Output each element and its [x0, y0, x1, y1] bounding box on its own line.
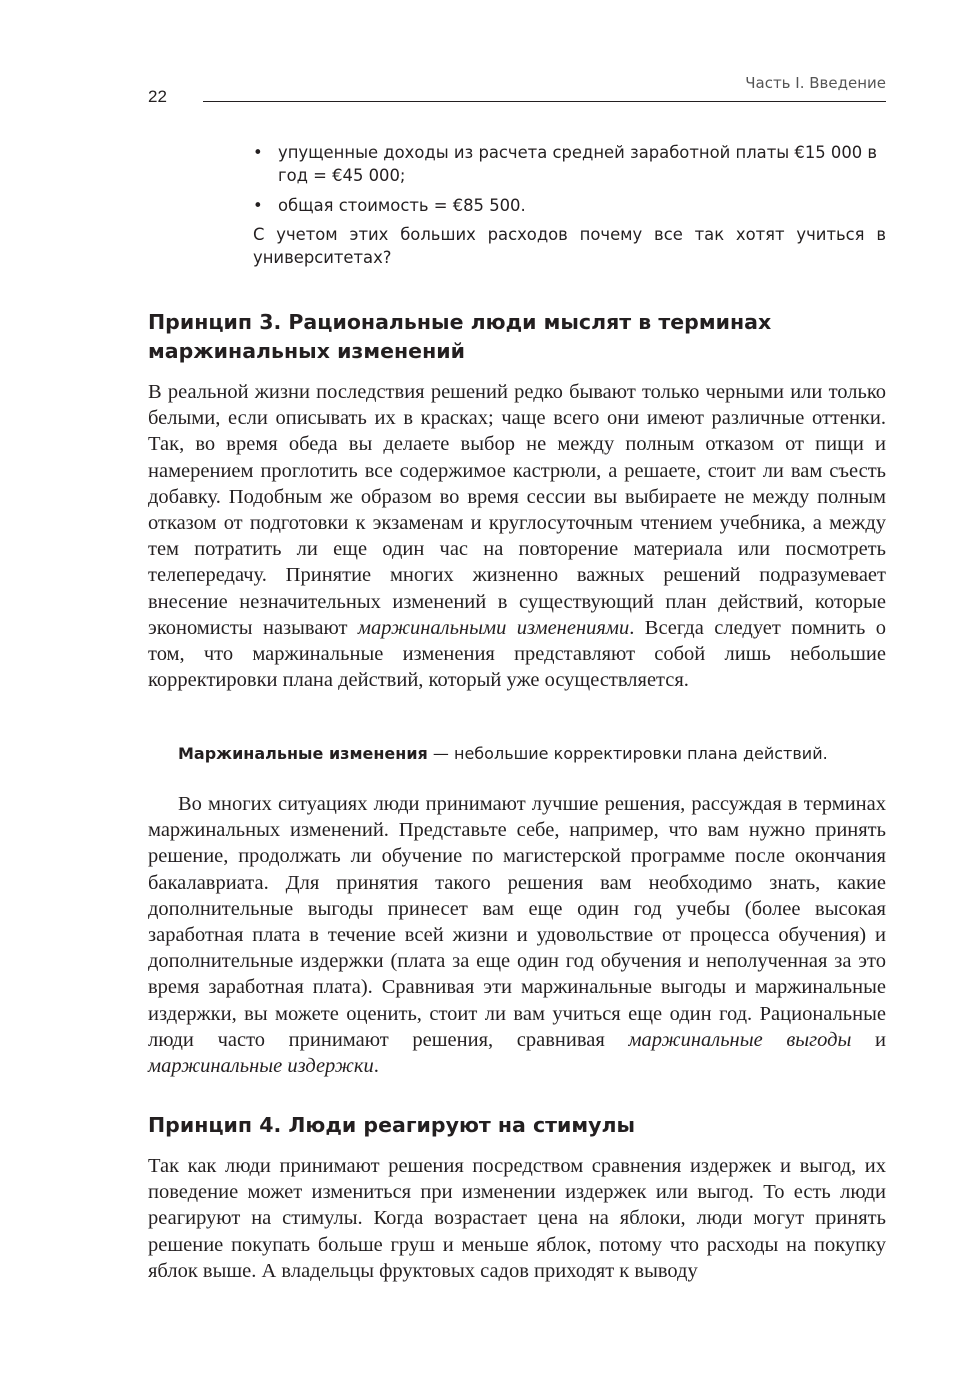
- italic-term: маржинальными изменениями: [357, 616, 630, 639]
- principle-3-heading: Принцип 3. Рациональные люди мыслят в терминах маржинальных изменений: [148, 310, 772, 363]
- principle-3-paragraph-1: [148, 379, 886, 693]
- definition-box: [178, 742, 886, 766]
- principle-3-paragraph-2: [148, 791, 886, 1079]
- paragraph-text: .: [373, 1055, 379, 1078]
- running-head: [148, 74, 886, 104]
- list-item: • общая стоимость = €85 500.: [253, 194, 886, 217]
- italic-term: маржинальные издержки: [148, 1055, 374, 1078]
- cost-bullet-list: [253, 141, 886, 224]
- section-title: Часть I. Введение: [745, 74, 886, 92]
- definition-text: — небольшие корректировки плана действий.: [427, 744, 828, 763]
- italic-term: маржинальные выгоды: [628, 1028, 852, 1051]
- paragraph-text: и: [851, 1028, 886, 1051]
- paragraph-text: . Всегда следует помнить о том, что маржинальные изменения представляют собой лишь небольшие корректировки плана действий, который уже осуществляется.: [148, 616, 887, 692]
- principle-4-paragraph-1: Так как люди принимают решения посредством сравнения издержек и выгод, их поведение может измениться при изменении издержек или выгод. То есть люди реагируют на стимулы. Когда возрастает цена на яблоки, люди могут принять решение покупать больше груш и меньше яблок, потому что расходы на покупку яблок выше. А владельцы фруктовых садов приходят к выводу: [148, 1155, 886, 1282]
- question-paragraph: С учетом этих больших расходов почему все так хотят учиться в университетах?: [253, 225, 886, 267]
- paragraph-text: В реальной жизни последствия решений редко бывают только черными или только белыми, если описывать их в красках; чаще всего они имеют различные оттенки. Так, во время обеда вы делаете выбор не между полным отказом от пищи и намерением проглотить все содержимое кастрюли, а решаете, стоит ли вам съесть добавку. Подобным же образом во время сессии вы выбираете не между полным отказом от подготовки к экзаменам и круглосуточным чтением учебника, а между тем потратить ли еще один час на повторение материала или посмотреть телепередачу. Принятие многих жизненно важных решений подразумевает внесение незначительных изменений в существующий план действий, которые экономисты называют: [148, 381, 886, 639]
- principle-4-heading: Принцип 4. Люди реагируют на стимулы: [148, 1113, 636, 1137]
- page-number: 22: [148, 87, 167, 106]
- definition-term: Маржинальные изменения: [178, 744, 428, 763]
- header-rule: [203, 101, 886, 102]
- paragraph-text: Во многих ситуациях люди принимают лучшие решения, рассуждая в терминах маржинальных изменений. Представьте себе, например, что вам нужно принять решение, продолжать ли обучение по магистерской программе после окончания бакалавриата. Для принятия такого решения вам необходимо знать, какие дополнительные выгоды принесет вам еще один год учебы (более высокая заработная плата в течение всей жизни и удовольствие от процесса обучения) и дополнительные издержки (плата за еще один год обучения и неполученная за это время заработная плата). Сравнивая эти маржинальные выгоды и маржинальные издержки, вы можете оценить, стоит ли вам учиться еще один год. Рациональные люди часто принимают решения, сравнивая: [148, 793, 886, 1051]
- list-item: • упущенные доходы из расчета средней заработной платы €15 000 в год = €45 000;: [253, 141, 886, 187]
